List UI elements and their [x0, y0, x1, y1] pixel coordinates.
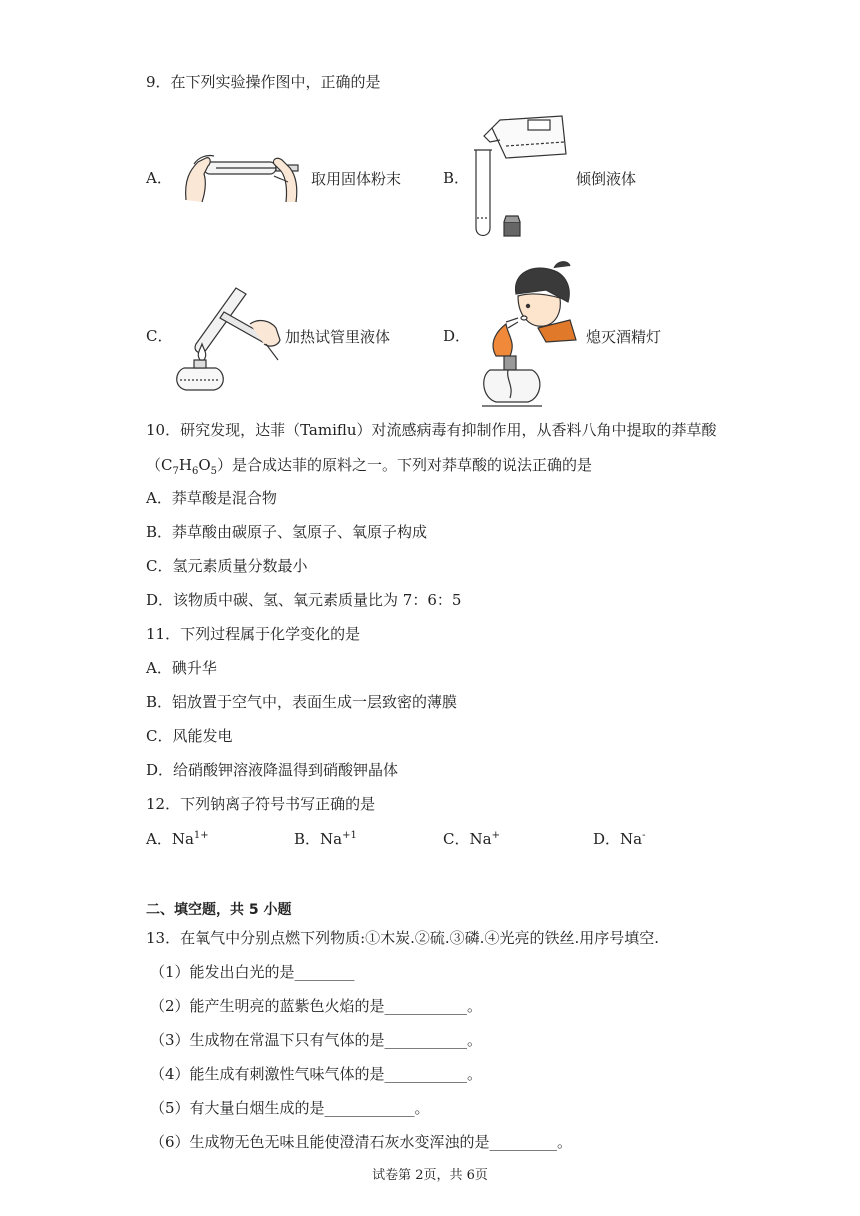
- q12-option-c-sup: +: [491, 830, 500, 841]
- q12-option-d: [593, 828, 646, 849]
- q10-stem-rest: ）是合成达菲的原料之一。下列对莽草酸的说法正确的是: [217, 456, 593, 474]
- q11-option-b: B．铝放置于空气中，表面生成一层致密的薄膜: [146, 693, 458, 711]
- q12-option-b: [294, 828, 357, 849]
- q12-option-b-base: Na: [320, 830, 343, 848]
- q10-h-sub: 6: [191, 466, 199, 477]
- q12-option-d-sup: -: [642, 830, 646, 841]
- test-tube-powder-figure: [176, 140, 306, 208]
- section-title: 二、填空题，共 5 小题: [146, 902, 292, 918]
- q12-option-c-letter: C．: [443, 830, 470, 848]
- q12-option-d-letter: D．: [593, 830, 621, 848]
- blowing-out-lamp-figure: [476, 260, 586, 408]
- q10-option-a: A．莽草酸是混合物: [146, 489, 277, 507]
- q13-item-6: （6）生成物无色无味且能使澄清石灰水变浑浊的是_________。: [150, 1133, 573, 1151]
- q12-option-c-base: Na: [469, 830, 492, 848]
- heating-test-tube-figure: [166, 284, 286, 392]
- q10-option-b: B．莽草酸由碳原子、氢原子、氧原子构成: [146, 523, 428, 541]
- q13-item-1: （1）能发出白光的是________: [150, 963, 355, 981]
- q13-stem: 13．在氧气中分别点燃下列物质:①木炭.②硫.③磷.④光亮的铁丝.用序号填空.: [146, 929, 659, 947]
- q12-option-a: [146, 828, 209, 849]
- q9-option-a-caption: 取用固体粉末: [311, 170, 402, 188]
- q12-option-c: [443, 828, 500, 849]
- q12-option-b-letter: B．: [294, 830, 321, 848]
- q10-o: O: [198, 456, 211, 474]
- q9-option-c-letter: C．: [146, 327, 173, 345]
- page-footer: 试卷第 2页，共 6页: [372, 1168, 488, 1183]
- q12-option-d-base: Na: [620, 830, 643, 848]
- q12-option-a-sup: 1+: [193, 830, 209, 841]
- q10-formula-open: （C: [146, 456, 173, 474]
- q11-option-a: A．碘升华: [146, 659, 217, 677]
- q10-stem-line1: 10．研究发现，达菲（Tamiflu）对流感病毒有抑制作用，从香料八角中提取的莽草酸: [146, 421, 717, 439]
- q12-stem: 12．下列钠离子符号书写正确的是: [146, 795, 376, 813]
- q10-h: H: [178, 456, 192, 474]
- q12-option-b-sup: +1: [342, 830, 357, 841]
- q13-item-2: （2）能产生明亮的蓝紫色火焰的是___________。: [150, 997, 483, 1015]
- q9-option-d-letter: D．: [443, 327, 471, 345]
- q9-option-a-letter: A．: [146, 169, 172, 187]
- q9-option-b-caption: 倾倒液体: [576, 170, 637, 188]
- q9-option-c-caption: 加热试管里液体: [285, 328, 391, 346]
- q11-option-d: D．给硝酸钾溶液降温得到硝酸钾晶体: [146, 761, 399, 779]
- q10-stem-line2: [146, 455, 592, 482]
- q12-option-a-letter: A．: [146, 830, 172, 848]
- q11-stem: 11．下列过程属于化学变化的是: [146, 625, 361, 643]
- q10-o-sub: 5: [210, 466, 218, 477]
- q10-option-d: D．该物质中碳、氢、氧元素质量比为 7：6：5: [146, 591, 462, 609]
- q13-item-4: （4）能生成有刺激性气味气体的是___________。: [150, 1065, 483, 1083]
- q9-option-d-caption: 熄灭酒精灯: [586, 328, 662, 346]
- q10-c-sub: 7: [172, 466, 179, 477]
- pouring-liquid-figure: [470, 110, 574, 244]
- q13-item-3: （3）生成物在常温下只有气体的是___________。: [150, 1031, 483, 1049]
- q9-option-b-letter: B．: [443, 169, 470, 187]
- q10-option-c: C．氢元素质量分数最小: [146, 557, 308, 575]
- q9-stem: 9．在下列实验操作图中，正确的是: [146, 73, 381, 91]
- q13-item-5: （5）有大量白烟生成的是____________。: [150, 1099, 430, 1117]
- q12-option-a-base: Na: [171, 830, 194, 848]
- q11-option-c: C．风能发电: [146, 727, 233, 745]
